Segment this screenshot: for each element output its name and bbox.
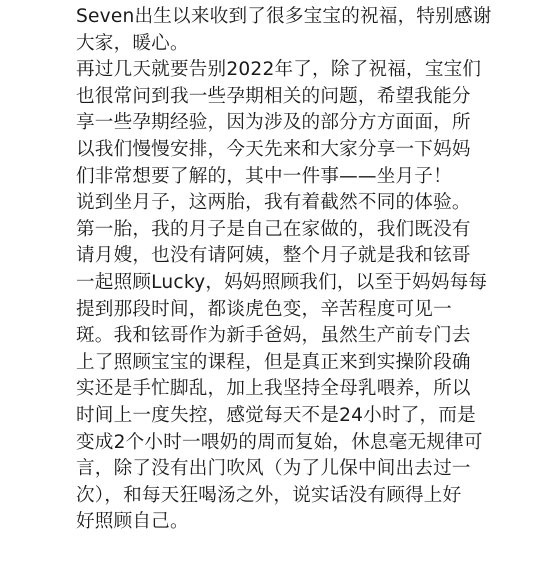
post-line-19: 次），和每天狂喝汤之外，说实话没有顾得上好 <box>76 484 462 506</box>
post-line-20: 好照顾自己。 <box>76 511 189 533</box>
post-line-8: 说到坐月子，这两胎，我有着截然不同的体验。 <box>76 192 471 214</box>
post-line-15: 实还是手忙脚乱，加上我坚持全母乳喂养，所以 <box>76 378 471 400</box>
post-line-6: 以我们慢慢安排，今天先来和大家分享一下妈妈 <box>76 138 471 160</box>
post-line-10: 请月嫂，也没有请阿姨，整个月子就是我和铉哥 <box>76 245 471 267</box>
post-body <box>76 4 506 536</box>
post-line-1: Seven出生以来收到了很多宝宝的祝福，特别感谢 <box>76 6 492 27</box>
post-line-4: 也很常问到我一些孕期相关的问题，希望我能分 <box>76 85 471 107</box>
post-line-17: 变成2个小时一喂奶的周而复始，休息毫无规律可 <box>76 431 483 453</box>
post-line-14: 上了照顾宝宝的课程，但是真正来到实操阶段确 <box>76 351 471 373</box>
post-line-16: 时间上一度失控，感觉每天不是24小时了，而是 <box>76 404 476 426</box>
post-line-3: 再过几天就要告别2022年了，除了祝福，宝宝们 <box>76 59 482 81</box>
post-line-12: 提到那段时间，都谈虎色变，辛苦程度可见一 <box>76 298 452 320</box>
post-line-11: 一起照顾Lucky，妈妈照顾我们，以至于妈妈每每 <box>76 271 488 293</box>
post-line-9: 第一胎，我的月子是自己在家做的，我们既没有 <box>76 218 471 240</box>
post-line-13: 斑。我和铉哥作为新手爸妈，虽然生产前专门去 <box>76 325 471 347</box>
post-line-2: 大家，暖心。 <box>76 32 189 54</box>
post-line-7: 们非常想要了解的，其中一件事——坐月子！ <box>76 165 452 187</box>
post-line-18: 言，除了没有出门吹风（为了儿保中间出去过一 <box>76 458 471 480</box>
post-line-5: 享一些孕期经验，因为涉及的部分方方面面，所 <box>76 112 471 134</box>
